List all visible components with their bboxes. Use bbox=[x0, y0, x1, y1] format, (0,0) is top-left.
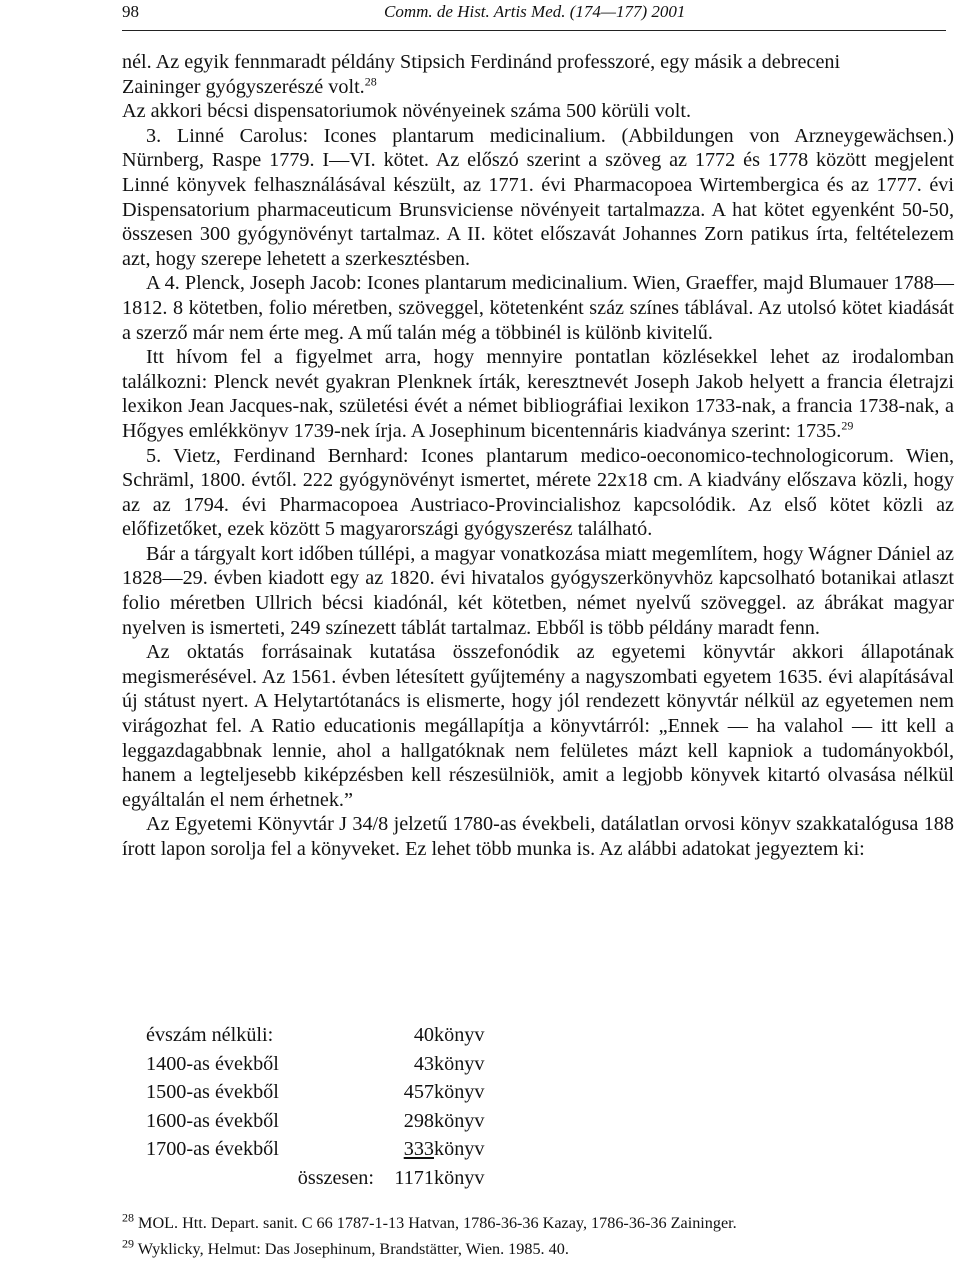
continuation-line-2 bbox=[122, 75, 954, 100]
table-row bbox=[146, 1053, 484, 1082]
footnote-ref-28: 28 bbox=[364, 73, 377, 88]
page-number: 98 bbox=[122, 2, 139, 21]
row-label: 1400-as évekből bbox=[146, 1052, 279, 1075]
footnotes bbox=[122, 1210, 954, 1262]
paragraph-plenck: A 4. Plenck, Joseph Jacob: Icones plantarum medicinalium. Wien, Graeffer, majd Blumauer 1788—1812. 8 kötetben, folio méretben, szöveggel, kötetenként száz színes táblával. Az utolsó kötet kiadását a szerző már nem érte meg. A mű talán még a többinél is különb kivitelű. bbox=[122, 272, 954, 344]
footnote-29 bbox=[122, 1236, 954, 1262]
row-label: 1600-as évekből bbox=[146, 1109, 279, 1132]
running-header bbox=[122, 0, 946, 31]
row-unit: könyv bbox=[434, 1024, 485, 1046]
footnote-ref-29: 29 bbox=[841, 418, 854, 433]
underlined-count: 333 bbox=[403, 1138, 434, 1160]
row-count: 457 bbox=[403, 1081, 434, 1103]
row-count bbox=[374, 1138, 434, 1167]
paragraph-itt bbox=[122, 345, 954, 443]
book-stats-table bbox=[146, 1024, 484, 1195]
row-count: 298 bbox=[403, 1109, 434, 1132]
row-unit: könyv bbox=[434, 1081, 485, 1103]
paragraph-linne: 3. Linné Carolus: Icones plantarum medicinalium. (Abbildungen von Arzneygewächsen.) Nürnberg, Raspe 1779. I—VI. kötet. Az előszó szerint a szöveg az 1772 és 1778 között megjelent Linné könyvek felhasználásával készült, az 1771. évi Pharmacopoea Wirtembergica és az 1777. évi Dispensatorium pharmaceuticum Brunsviciense növényeit tartalmazza. A hat kötet egyenként 50-50, összesen 300 gyógynövényt tartalmaz. A II. kötet előszavát Johannes Zorn patikus írta, feltételezem azt, hogy szerepe lehetett a szerkesztésben. bbox=[122, 124, 954, 270]
paragraph-count: Az akkori bécsi dispensatoriumok növényeinek száma 500 körüli volt. bbox=[122, 100, 692, 123]
footnote-28 bbox=[122, 1210, 954, 1236]
text-span: Zaininger gyógyszerészé volt. bbox=[122, 75, 365, 98]
row-label: 1700-as évekből bbox=[146, 1138, 279, 1160]
body-text bbox=[122, 50, 954, 862]
footnote-text: Wyklicky, Helmut: Das Josephinum, Brandstätter, Wien. 1985. 40. bbox=[137, 1240, 569, 1258]
row-unit: könyv bbox=[434, 1138, 485, 1160]
continuation-line: nél. Az egyik fennmaradt példány Stipsich Ferdinánd professzoré, egy másik a debreceni bbox=[122, 51, 841, 73]
total-count: 1171 bbox=[394, 1166, 434, 1189]
table-row bbox=[146, 1081, 484, 1110]
table-row bbox=[146, 1110, 484, 1139]
paragraph-oktatas: Az oktatás forrásainak kutatása összefonódik az egyetemi könyvtár akkori állapotának megismerésével. Az 1561. évben létesített gyűjtemény a nagyszombati egyetem 1635. évi alapításával új státust nyert. A Helytartótanács is elismerte, hogy jól rendezett könyvtár nélkül az egyetemen nem virágozhat fel. A Ratio educationis megállapítja a könyvtárról: „Ennek — ha valahol — itt kell a leggazdagabbnak lennie, ahol a hallgatóknak nem felületes mázt kell kapniok a tudományokból, hanem a legteljesebb kiképzésben kell részesülniök, amit a legjobb könyvek kitartó olvasása nélkül egyáltalán el nem érhetnek.” bbox=[122, 641, 954, 811]
paragraph-egyetemi: Az Egyetemi Könyvtár J 34/8 jelzetű 1780-as évekbeli, datálatlan orvosi könyv szakkatalógusa 188 írott lapon sorolja fel a könyveket. Ez lehet több munka is. Az alábbi adatokat jegyeztem ki: bbox=[122, 813, 954, 860]
footnote-number: 29 bbox=[122, 1236, 134, 1251]
total-label: összesen: bbox=[297, 1166, 374, 1189]
text-span: Itt hívom fel a figyelmet arra, hogy mennyire pontatlan közlésekkel lehet az irodalomban találkozni: Plenck nevét gyakran Plenknek írták, keresztnevét Joseph Jakob helyett a francia életrajzi lexikon Jean Jacques-nak, születési évét a német bibliográfiai lexikon 1733-nak, a francia 1738-nak, a Hőgyes emlékkönyv 1739-nek írja. A Josephinum bicentennáris kiadványa szerint: 1735. bbox=[122, 346, 954, 442]
footnote-text: MOL. Htt. Depart. sanit. C 66 1787-1-13 Hatvan, 1786-36-36 Kazay, 1786-36-36 Zaininger. bbox=[138, 1214, 737, 1232]
row-count: 40 bbox=[413, 1024, 434, 1046]
row-label: évszám nélküli: bbox=[146, 1024, 274, 1046]
row-count: 43 bbox=[413, 1052, 434, 1075]
table-total-row bbox=[146, 1167, 484, 1196]
row-label: 1500-as évekből bbox=[146, 1081, 279, 1103]
running-title: Comm. de Hist. Artis Med. (174—177) 2001 bbox=[384, 2, 686, 21]
row-unit: könyv bbox=[434, 1052, 485, 1075]
table-row bbox=[146, 1138, 484, 1167]
table-row bbox=[146, 1024, 484, 1053]
paragraph-wagner: Bár a tárgyalt kort időben túllépi, a magyar vonatkozása miatt megemlítem, hogy Wágner Dániel az 1828—29. évben kiadott egy az 1820. évi hivatalos gyógyszerkönyvhöz kapcsolható botanikai atlaszt folio méretben Ullrich bécsi kiadónál, két kötetben, német nyelvű szöveggel. az ábrákat magyar nyelven is ismerteti, 249 színezett táblát tartalmaz. Ebből is több példány maradt fenn. bbox=[122, 542, 954, 639]
footnote-number: 28 bbox=[122, 1210, 134, 1225]
row-unit: könyv bbox=[434, 1109, 485, 1132]
total-unit: könyv bbox=[434, 1166, 485, 1189]
paragraph-vietz: 5. Vietz, Ferdinand Bernhard: Icones plantarum medico-oeconomico-technologicorum. Wien, Schräml, 1800. évtől. 222 gyógynövényt ismertet, mérete 22x18 cm. A kiadvány előszava közli, hogy az az 1794. évi Pharmacopoea Austriaco-Provincialishoz kapcsolódik. Az első kötet közli az előfizetőket, ezek között 5 magyarországi gyógyszerész található. bbox=[122, 444, 954, 541]
